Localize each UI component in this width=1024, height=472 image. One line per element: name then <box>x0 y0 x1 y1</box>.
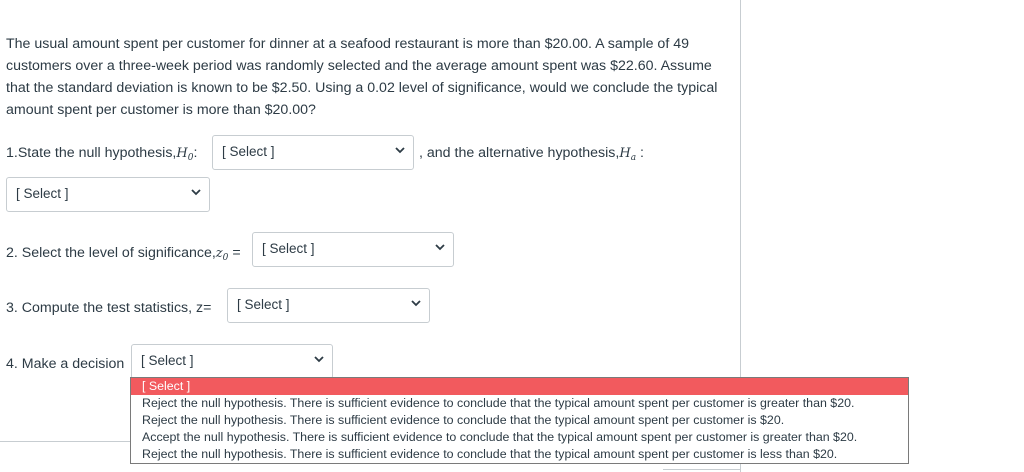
option-reject-greater[interactable]: Reject the null hypothesis. There is sufficient evidence to conclude that the typical amount spent per customer is greater than $20. <box>142 396 855 410</box>
decision-options-list <box>130 377 909 464</box>
q1-alt-label: , and the alternative $hypothesis,H_a$ : <box>419 145 644 163</box>
q2-row <box>6 245 241 263</box>
alternative-hypothesis-select[interactable] <box>6 177 210 212</box>
chevron-down-icon <box>393 143 407 157</box>
q2-prefix: 2. Select the level of significance, <box>6 245 216 261</box>
null-hypothesis-select[interactable] <box>212 135 414 170</box>
decision-select[interactable] <box>131 344 333 379</box>
option-accept-greater[interactable]: Accept the null hypothesis. There is sufficient evidence to conclude that the typical amount spent per customer is greater than $20. <box>142 430 858 444</box>
select-value: [ Select ] <box>141 353 194 368</box>
q1-row <box>6 145 197 163</box>
q1-colon: : <box>193 145 198 161</box>
z0-symbol: $z_0$ <box>215 246 229 263</box>
footer-divider <box>663 469 741 470</box>
question-text: The usual amount spent per customer for dinner at a seafood restaurant is more than $20.00. A sample of 49 customers over a three-week period was randomly selected and the average amount spent was $22.60. Assume that the standard deviation is known to be $2.50. Using a 0.02 level of significance, would we conclude the typical amount spent per customer is more than $20.00? <box>6 36 718 118</box>
chevron-down-icon <box>189 185 203 199</box>
option-reject-less[interactable]: Reject the null hypothesis. There is sufficient evidence to conclude that the typical amount spent per customer is less than $20. <box>142 447 838 461</box>
select-value: [ Select ] <box>16 186 69 201</box>
chevron-down-icon <box>409 296 423 310</box>
select-value: [ Select ] <box>262 241 315 256</box>
h0-symbol: $H_0$ <box>176 146 194 163</box>
test-statistic-select[interactable] <box>227 288 430 323</box>
option-select-placeholder[interactable]: [ Select ] <box>131 378 908 395</box>
q4-prefix: 4. Make a decision <box>6 356 125 372</box>
chevron-down-icon <box>312 352 326 366</box>
significance-level-select[interactable] <box>252 232 454 267</box>
question-divider <box>0 441 130 442</box>
q1-prefix: 1.State the null hypothesis, <box>6 145 177 161</box>
select-value: [ Select ] <box>222 144 275 159</box>
ha-symbol: $H_a$ <box>619 146 637 163</box>
option-reject-equal[interactable]: Reject the null hypothesis. There is sufficient evidence to conclude that the typical amount spent per customer is $20. <box>142 413 785 427</box>
chevron-down-icon <box>433 240 447 254</box>
select-value: [ Select ] <box>237 297 290 312</box>
q3-prefix: 3. Compute the test statistics, z= <box>6 300 212 316</box>
q2-equals: = <box>232 245 241 261</box>
